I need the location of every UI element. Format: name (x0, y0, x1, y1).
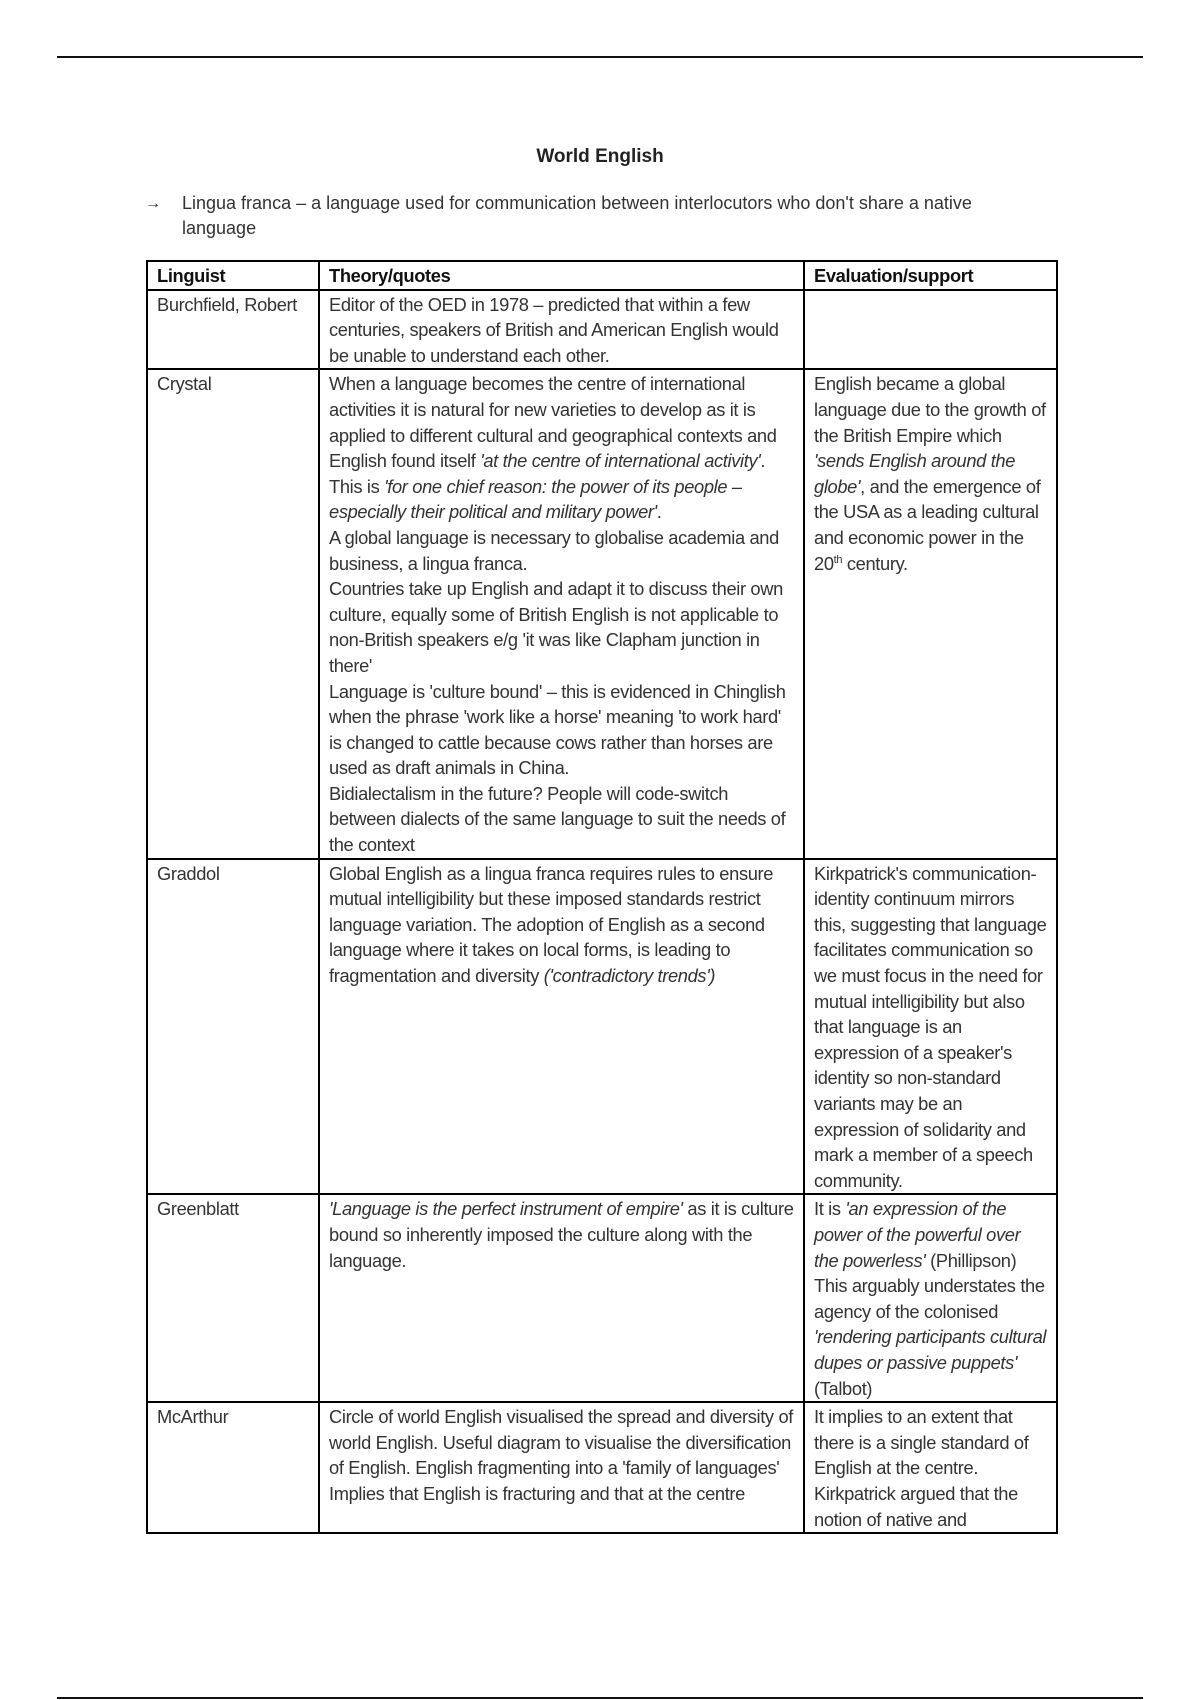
quote-text: 'sends English around the globe' (814, 450, 1016, 497)
cell-text: English became a global language due to the growth of the British Empire which (814, 373, 1046, 446)
cell-paragraph (329, 861, 795, 989)
linguist-table (146, 260, 1058, 1534)
cell-paragraph (814, 1481, 1048, 1532)
table-row (147, 290, 1057, 370)
quote-text: 'for one chief reason: the power of its people – especially their political and military power' (329, 475, 742, 523)
cell-paragraph (814, 861, 1048, 1194)
header-theory: Theory/quotes (319, 261, 804, 290)
cell-paragraph (329, 1196, 795, 1273)
quote-text: ('contradictory trends') (543, 965, 716, 987)
cell-text: (Phillipson) (925, 1249, 1017, 1271)
bullet-item (145, 191, 1005, 241)
quote-text: 'rendering participants cultural dupes or passive puppets' (814, 1326, 1047, 1373)
linguist-cell: Greenblatt (147, 1194, 319, 1402)
cell-paragraph (329, 1404, 795, 1481)
header-evaluation: Evaluation/support (804, 261, 1057, 290)
cell-text: When a language becomes the centre of international activities it is natural for new varieties to develop as it is applied to different cultural and geographical contexts and English found itself (329, 373, 777, 472)
cell-text: This arguably understates the agency of the colonised (814, 1275, 1045, 1322)
quote-text: 'Language is the perfect instrument of empire' (329, 1198, 683, 1220)
cell-text: , and the emergence of the USA as a leading cultural and economic power in the 20 (814, 475, 1041, 574)
cell-text: (Talbot) (814, 1377, 873, 1399)
theory-cell (319, 290, 804, 370)
cell-paragraph (329, 525, 795, 576)
cell-text: . This is (329, 450, 766, 497)
cell-text: Editor of the OED in 1978 – predicted that within a few centuries, speakers of British and American English would be unable to understand each other. (329, 293, 779, 366)
cell-paragraph (814, 1196, 1048, 1273)
cell-text: century. (842, 552, 908, 574)
header-linguist: Linguist (147, 261, 319, 290)
cell-text: th (833, 553, 843, 566)
footer-rule (57, 1697, 1143, 1699)
cell-paragraph (329, 371, 795, 525)
quote-text: 'at the centre of international activity' (480, 450, 761, 472)
header-rule (57, 56, 1143, 58)
evaluation-cell (804, 369, 1057, 858)
cell-paragraph (329, 679, 795, 781)
cell-text: Kirkpatrick argued that the notion of native and (814, 1482, 1018, 1530)
cell-paragraph (329, 292, 795, 369)
linguist-cell: Graddol (147, 859, 319, 1195)
table-row (147, 1194, 1057, 1402)
quote-text: 'an expression of the power of the powerful over the powerless' (814, 1198, 1021, 1271)
cell-text: Kirkpatrick's communication-identity continuum mirrors this, suggesting that language facilitates communication so we must focus in the need for mutual intelligibility but also that language is an expression of a speaker's identity so non-standard variants may be an expression of solidarity and mark a member of a speech community. (814, 862, 1047, 1191)
linguist-cell: Crystal (147, 369, 319, 858)
cell-text: . (656, 501, 662, 523)
bullet-text: Lingua franca – a language used for communication between interlocutors who don't share a native language (182, 193, 972, 238)
cell-paragraph (329, 781, 795, 858)
cell-text: Global English as a lingua franca requires rules to ensure mutual intelligibility but these imposed standards restrict language variation. The adoption of English as a second language where it takes on local forms, is leading to fragmentation and diversity (329, 862, 774, 987)
cell-text: Bidialectalism in the future? People will code-switch between dialects of the same language to suit the needs of the context (329, 782, 786, 856)
page-title: World English (536, 146, 664, 167)
cell-paragraph (814, 1273, 1048, 1401)
theory-cell (319, 1194, 804, 1402)
linguist-cell: Burchfield, Robert (147, 290, 319, 370)
evaluation-cell (804, 859, 1057, 1195)
theory-cell (319, 859, 804, 1195)
evaluation-cell (804, 1402, 1057, 1533)
cell-paragraph (329, 1481, 795, 1507)
cell-paragraph (814, 371, 1048, 576)
cell-text: Countries take up English and adapt it to discuss their own culture, equally some of British English is not applicable to non-British speakers e/g 'it was like Clapham junction in there' (329, 578, 783, 676)
cell-paragraph (814, 1404, 1048, 1481)
cell-paragraph (329, 576, 795, 678)
theory-cell (319, 369, 804, 858)
table-row (147, 369, 1057, 858)
evaluation-cell (804, 290, 1057, 370)
cell-text: A global language is necessary to globalise academia and business, a lingua franca. (329, 526, 779, 574)
table-header-row (147, 261, 1057, 290)
evaluation-cell (804, 1194, 1057, 1402)
table-body (147, 290, 1057, 1534)
theory-cell (319, 1402, 804, 1533)
linguist-cell: McArthur (147, 1402, 319, 1533)
cell-text: as it is culture bound so inherently imposed the culture along with the language. (329, 1198, 794, 1271)
cell-text: Implies that English is fracturing and that at the centre (329, 1482, 745, 1504)
cell-text: Circle of world English visualised the spread and diversity of world English. Useful diagram to visualise the diversification of English. English fragmenting into a 'family of languages' (329, 1406, 794, 1479)
cell-text: It is (814, 1198, 846, 1220)
table-row (147, 859, 1057, 1195)
cell-text: It implies to an extent that there is a single standard of English at the centre. (814, 1406, 1029, 1479)
table-row (147, 1402, 1057, 1533)
right-arrow-icon: → (145, 195, 161, 212)
cell-text: Language is 'culture bound' – this is evidenced in Chinglish when the phrase 'work like a horse' meaning 'to work hard' is changed to cattle because cows rather than horses are used as draft animals in China. (329, 680, 786, 779)
